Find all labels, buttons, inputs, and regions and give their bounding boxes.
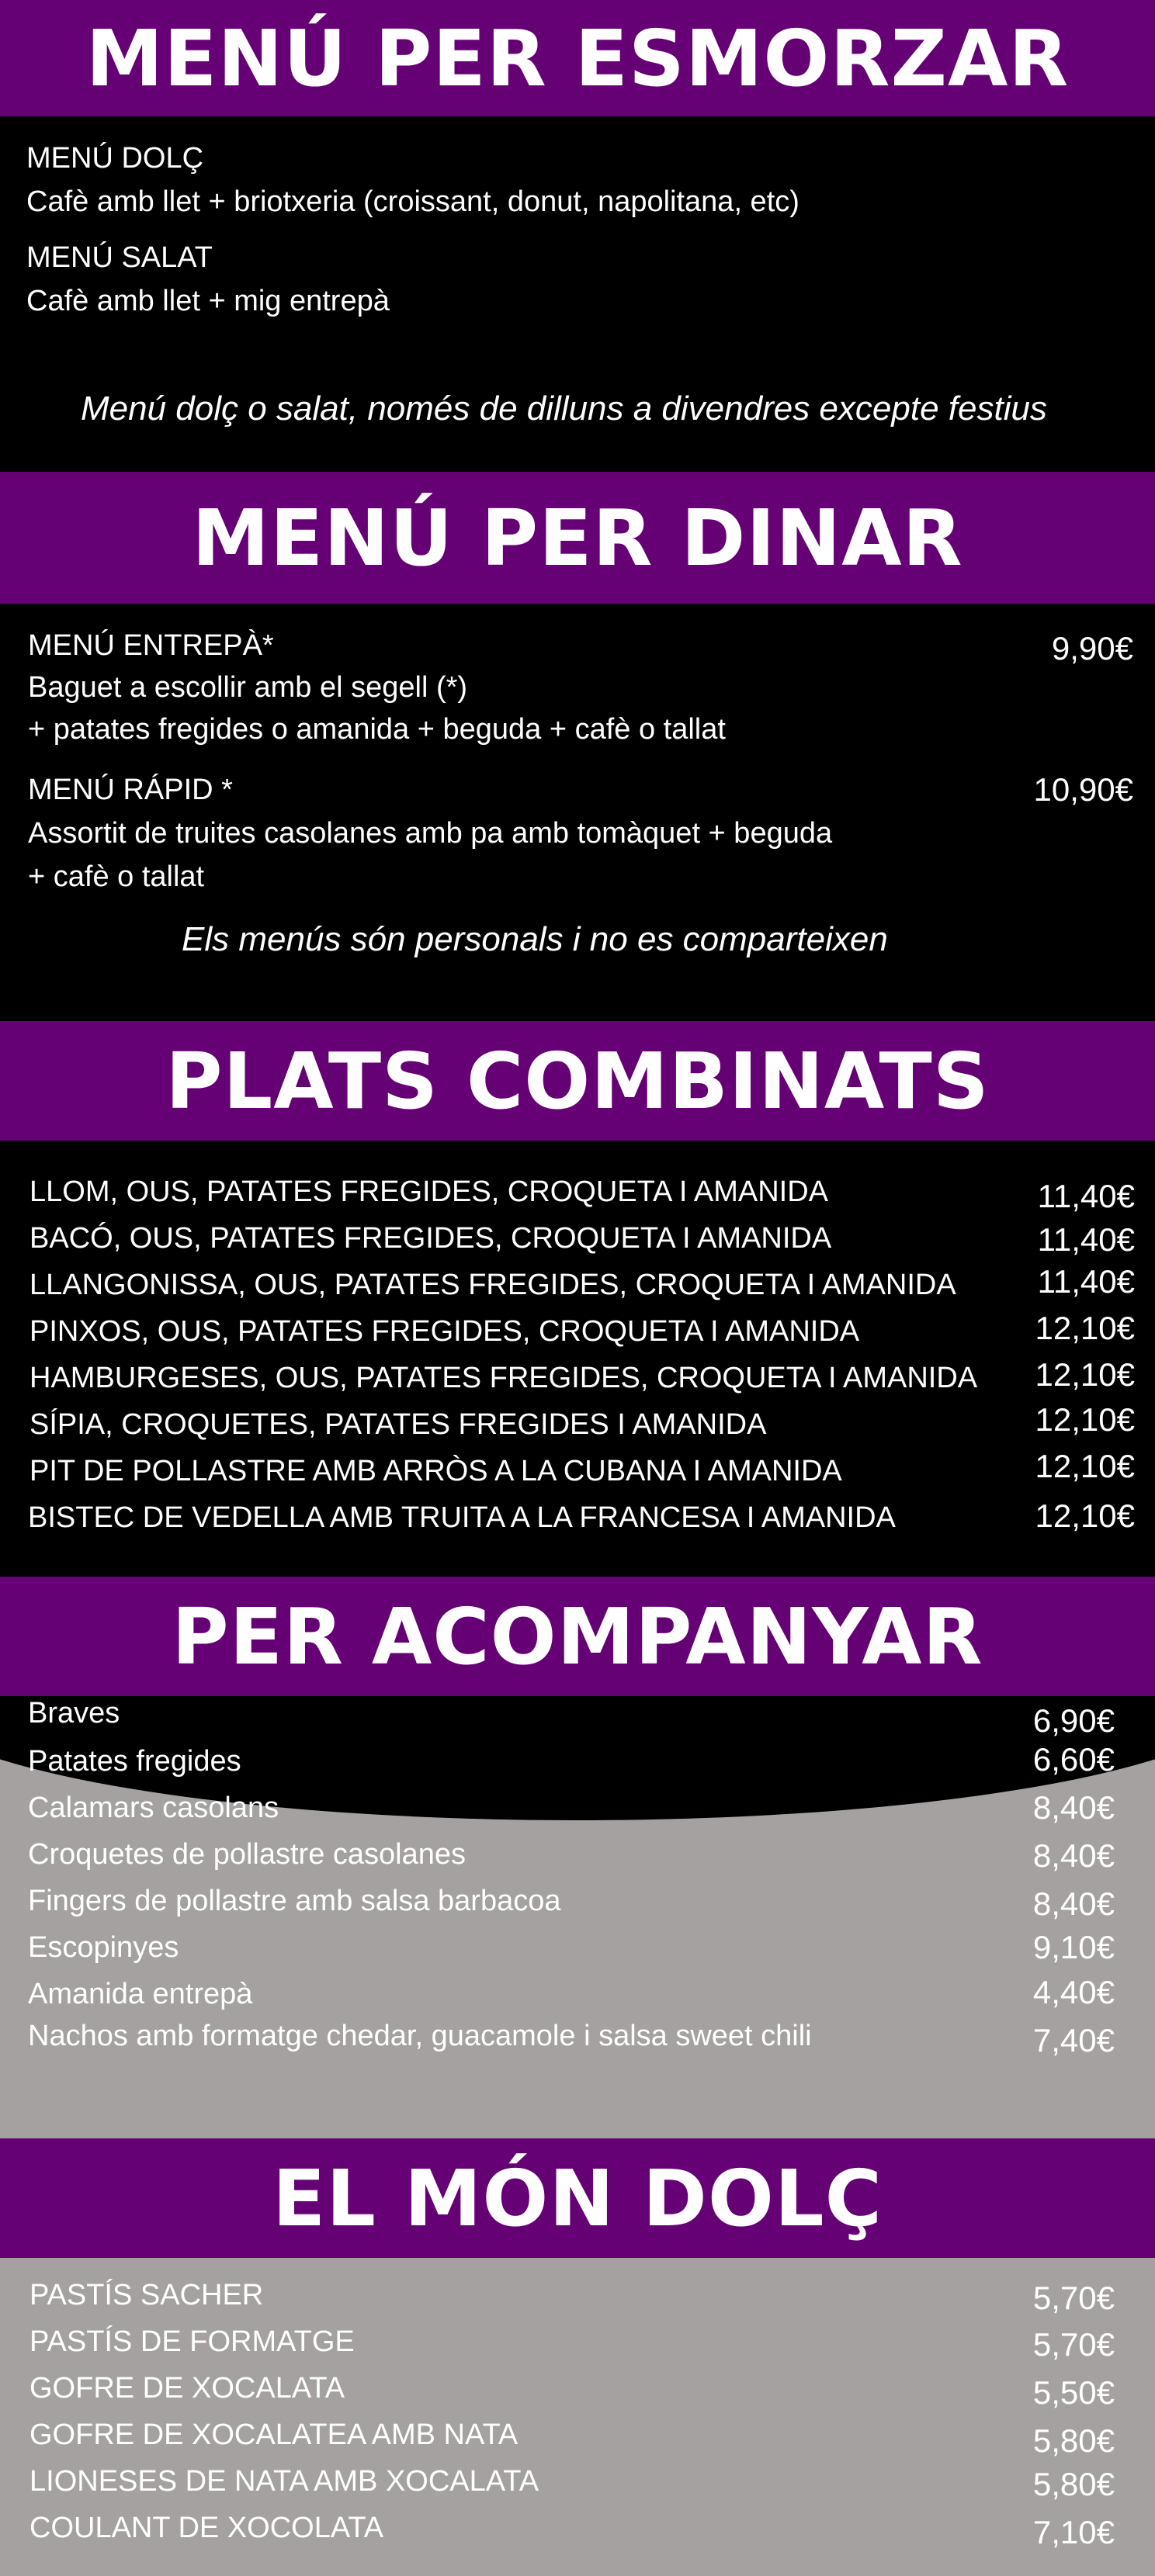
breakfast-note: Menú dolç o salat, només de dilluns a divendres excepte festius xyxy=(81,390,1047,428)
lunch-item-price: 10,90€ xyxy=(1033,771,1133,808)
dessert-item-name: GOFRE DE XOCALATA xyxy=(29,2372,345,2405)
dessert-item-price: 5,80€ xyxy=(1032,2466,1115,2502)
side-item-name: Nachos amb formatge chedar, guacamole i salsa sweet chili xyxy=(28,2020,812,2052)
side-item-price: 8,40€ xyxy=(1032,1789,1115,1826)
side-item-price: 4,40€ xyxy=(1032,1974,1115,2010)
lunch-item-name: MENÚ RÁPID * xyxy=(28,774,233,806)
sides-title: PER ACOMPANYAR xyxy=(172,1591,983,1682)
combo-item-price: 12,10€ xyxy=(1035,1497,1135,1534)
side-item-price: 9,10€ xyxy=(1032,1929,1115,1965)
combo-item-price: 11,40€ xyxy=(1037,1178,1135,1214)
dessert-item-name: COULANT DE XOCOLATA xyxy=(29,2512,384,2544)
breakfast-item-desc: Cafè amb llet + briotxeria (croissant, donut, napolitana, etc) xyxy=(26,185,799,218)
dessert-item-name: PASTÍS DE FORMATGE xyxy=(29,2325,355,2358)
desserts-banner xyxy=(0,2138,1155,2258)
lunch-item-price: 9,90€ xyxy=(1051,630,1133,667)
combos-panel xyxy=(0,1141,1155,1577)
desserts-panel xyxy=(0,2258,1155,2576)
breakfast-item-name: MENÚ SALAT xyxy=(26,241,213,274)
combo-item-price: 12,10€ xyxy=(1035,1356,1135,1393)
lunch-item-line: Baguet a escollir amb el segell (*) xyxy=(28,671,468,704)
combo-item-price: 12,10€ xyxy=(1035,1310,1135,1346)
dessert-item-price: 7,10€ xyxy=(1032,2514,1115,2550)
side-item-price: 8,40€ xyxy=(1032,1837,1115,1874)
combo-item-name: BACÓ, OUS, PATATES FREGIDES, CROQUETA I AMANIDA xyxy=(29,1222,832,1255)
side-item-name: Fingers de pollastre amb salsa barbacoa xyxy=(28,1885,561,1917)
side-item-price: 6,90€ xyxy=(1032,1702,1115,1739)
combo-item-name: LLOM, OUS, PATATES FREGIDES, CROQUETA I AMANIDA xyxy=(29,1175,828,1208)
combo-item-price: 12,10€ xyxy=(1035,1448,1135,1484)
combo-item-price: 11,40€ xyxy=(1037,1221,1135,1258)
combo-item-name: LLANGONISSA, OUS, PATATES FREGIDES, CROQUETA I AMANIDA xyxy=(29,1269,956,1301)
combo-item-name: BISTEC DE VEDELLA AMB TRUITA A LA FRANCESA I AMANIDA xyxy=(28,1501,896,1534)
combos-title: PLATS COMBINATS xyxy=(165,1035,990,1127)
side-item-name: Amanida entrepà xyxy=(28,1978,253,2010)
sides-banner xyxy=(0,1577,1155,1696)
lunch-item-line: + patates fregides o amanida + beguda + cafè o tallat xyxy=(28,713,726,746)
breakfast-title: MENÚ PER ESMORZAR xyxy=(85,12,1070,104)
sides-panel xyxy=(0,1696,1155,2138)
combo-item-name: PIT DE POLLASTRE AMB ARRÒS A LA CUBANA I AMANIDA xyxy=(29,1455,842,1487)
dessert-item-name: PASTÍS SACHER xyxy=(29,2279,264,2311)
side-item-name: Calamars casolans xyxy=(28,1792,279,1824)
combos-banner xyxy=(0,1021,1155,1141)
lunch-note: Els menús són personals i no es comparteixen xyxy=(182,920,888,958)
dessert-item-name: LIONESES DE NATA AMB XOCALATA xyxy=(29,2465,539,2498)
side-item-name: Escopinyes xyxy=(28,1931,179,1964)
dessert-item-price: 5,70€ xyxy=(1032,2280,1115,2316)
lunch-item-line: Assortit de truites casolanes amb pa amb tomàquet + beguda xyxy=(28,817,833,850)
lunch-panel xyxy=(0,604,1155,1021)
combo-item-name: SÍPIA, CROQUETES, PATATES FREGIDES I AMANIDA xyxy=(29,1408,767,1441)
dessert-item-price: 5,80€ xyxy=(1032,2422,1115,2459)
lunch-item-line: + cafè o tallat xyxy=(28,860,205,893)
side-item-name: Patates fregides xyxy=(28,1745,241,1778)
combo-item-price: 12,10€ xyxy=(1035,1401,1135,1438)
side-item-price: 6,60€ xyxy=(1032,1741,1115,1778)
lunch-item-name: MENÚ ENTREPÀ* xyxy=(28,629,274,662)
lunch-title: MENÚ PER DINAR xyxy=(192,492,963,583)
dessert-item-name: GOFRE DE XOCALATEA AMB NATA xyxy=(29,2418,519,2451)
combo-item-price: 11,40€ xyxy=(1037,1263,1135,1300)
breakfast-item-desc: Cafè amb llet + mig entrepà xyxy=(26,285,390,317)
side-item-price: 8,40€ xyxy=(1032,1885,1115,1922)
breakfast-item-name: MENÚ DOLÇ xyxy=(26,142,204,175)
combo-item-name: PINXOS, OUS, PATATES FREGIDES, CROQUETA I AMANIDA xyxy=(29,1315,860,1348)
breakfast-panel xyxy=(0,116,1155,472)
combo-item-name: HAMBURGESES, OUS, PATATES FREGIDES, CROQUETA I AMANIDA xyxy=(29,1362,978,1394)
side-item-price: 7,40€ xyxy=(1032,2022,1115,2058)
lunch-banner xyxy=(0,472,1155,604)
breakfast-banner xyxy=(0,0,1155,116)
side-item-name: Braves xyxy=(28,1697,120,1729)
desserts-title: EL MÓN DOLÇ xyxy=(272,2152,883,2244)
side-item-name: Croquetes de pollastre casolanes xyxy=(28,1838,467,1871)
dessert-item-price: 5,70€ xyxy=(1032,2326,1115,2363)
dessert-item-price: 5,50€ xyxy=(1032,2374,1115,2411)
